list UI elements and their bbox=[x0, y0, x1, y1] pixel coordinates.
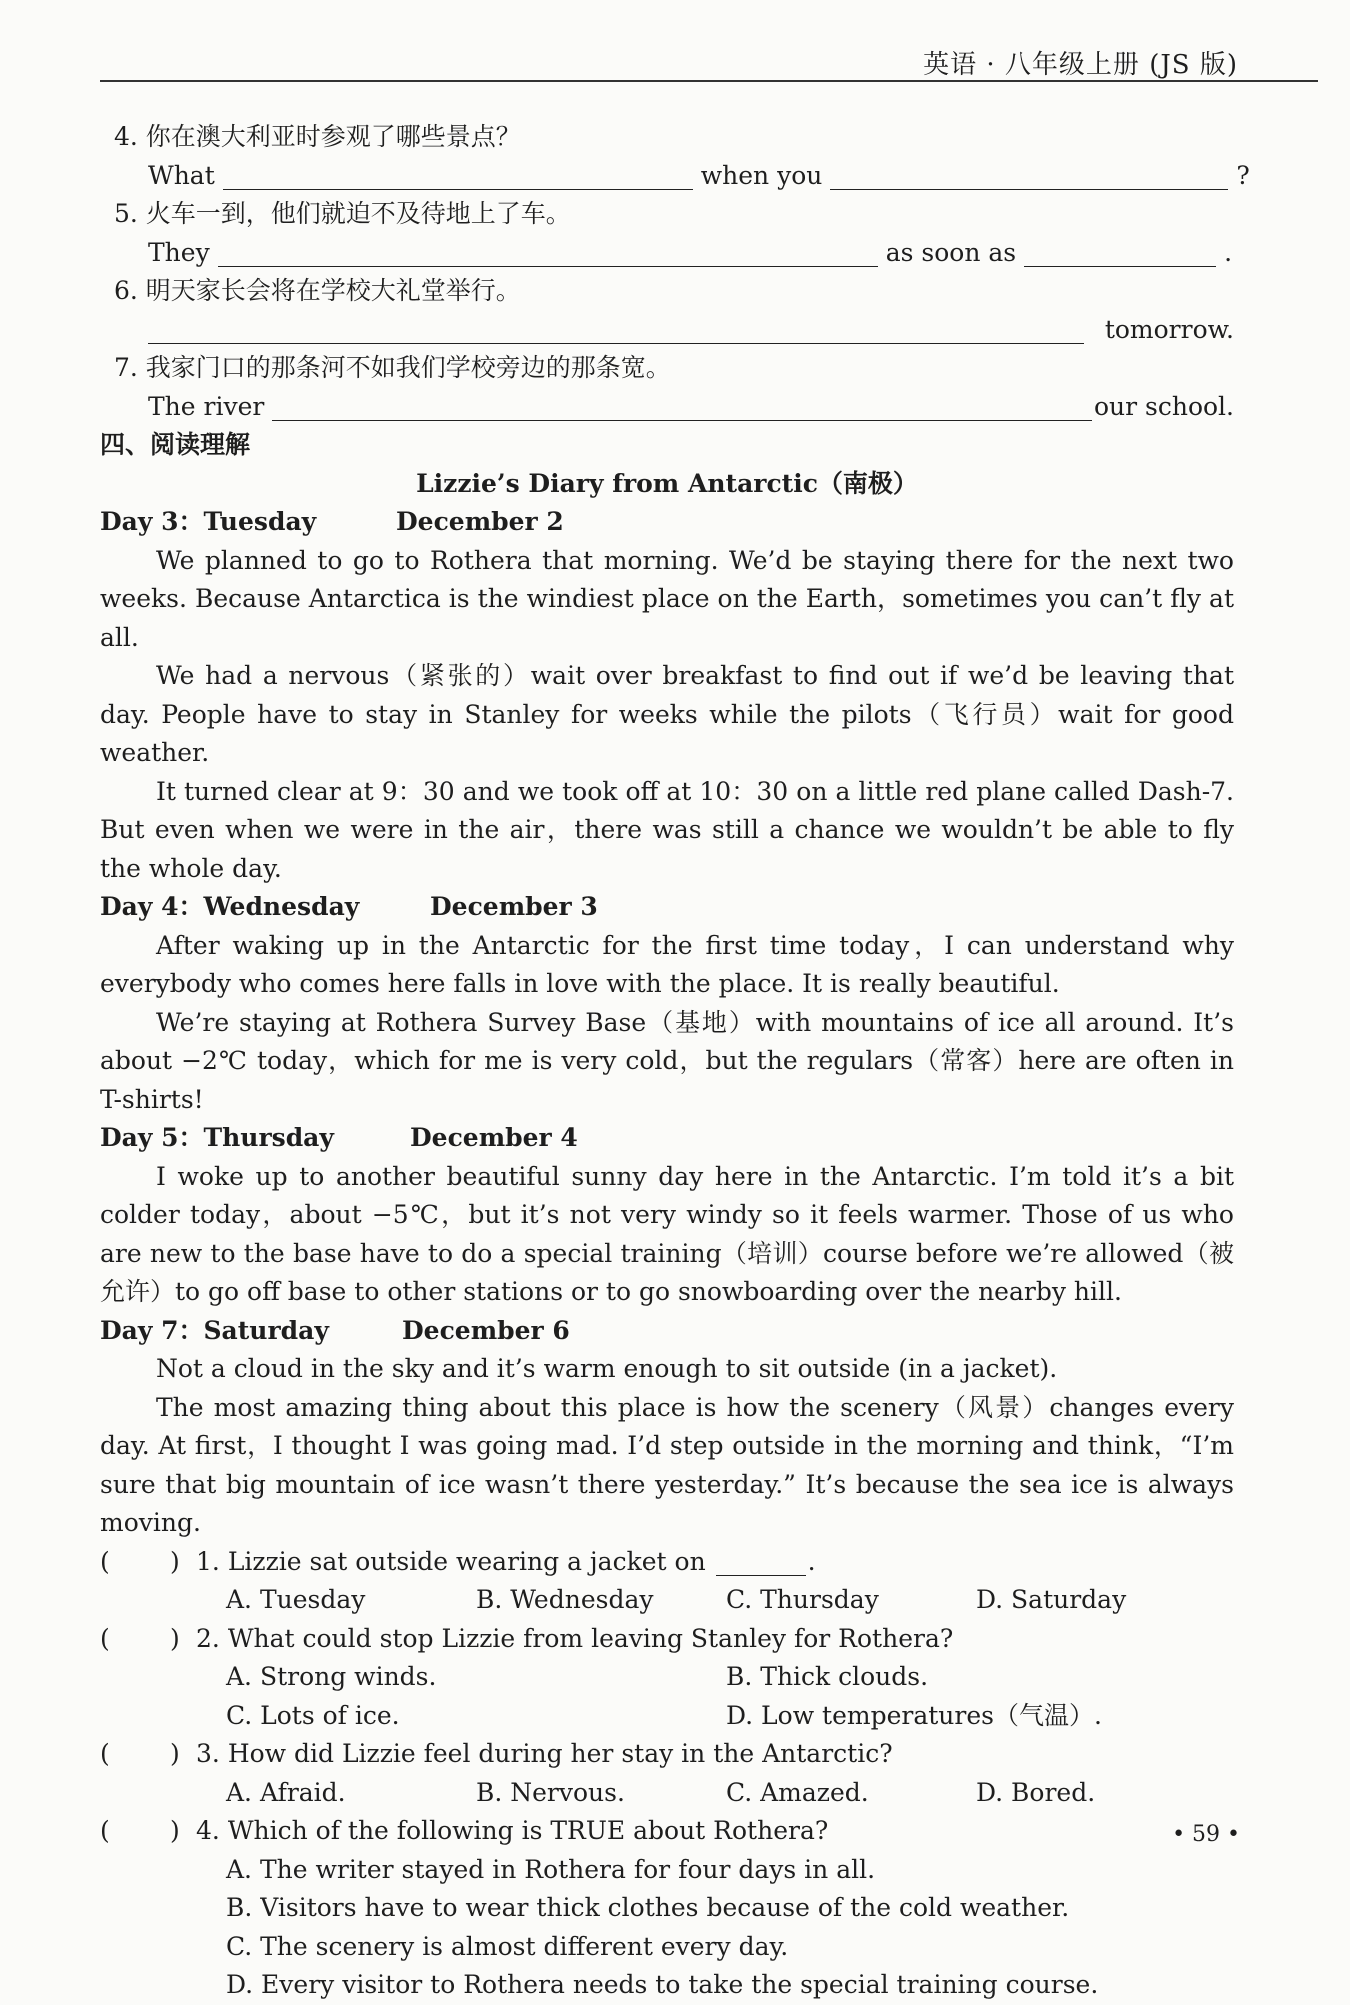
question-stem bbox=[196, 1735, 893, 1774]
day-date: December 6 bbox=[402, 1315, 570, 1345]
question-stem bbox=[196, 1812, 828, 1851]
page-content bbox=[100, 118, 1250, 2005]
answer-paren-left[interactable]: ( bbox=[100, 1739, 110, 1768]
day-date: December 2 bbox=[396, 507, 564, 536]
options-row bbox=[100, 1774, 1234, 1813]
option-b[interactable]: B. Nervous. bbox=[476, 1777, 625, 1807]
question-3 bbox=[100, 1735, 1234, 1774]
answer-prefix: The river bbox=[148, 391, 265, 421]
question-text: Which of the following is TRUE about Rothera? bbox=[227, 1816, 829, 1845]
options-row bbox=[100, 1889, 1234, 1928]
option-d[interactable]: D. Low temperatures（气温）. bbox=[726, 1700, 1102, 1730]
answer-suffix: ? bbox=[1236, 160, 1250, 190]
diary-paragraph: We’re staying at Rothera Survey Base（基地）with mountains of ice all around. It’s about −2℃ today，which for me is very cold，but the regulars（常客）here are often in T-shirts! bbox=[100, 1007, 1234, 1114]
option-d[interactable]: D. Bored. bbox=[976, 1777, 1096, 1807]
option-d[interactable]: D. Saturday bbox=[976, 1585, 1127, 1614]
options-row bbox=[100, 1851, 1234, 1890]
translation-item-4-prompt: 4. 你在澳大利亚时参观了哪些景点？ bbox=[114, 122, 521, 151]
option-b[interactable]: B. Wednesday bbox=[476, 1585, 654, 1614]
day-date: December 3 bbox=[430, 892, 598, 921]
option-b[interactable]: B. Thick clouds. bbox=[726, 1662, 929, 1691]
option-c[interactable]: C. Lots of ice. bbox=[226, 1700, 400, 1730]
answer-suffix: tomorrow. bbox=[1104, 314, 1234, 344]
question-number: 4. bbox=[196, 1816, 220, 1845]
diary-paragraph: We planned to go to Rothera that morning. We’d be staying there for the next two weeks. Because Antarctica is the windiest place on the Earth，sometimes you can’t fly at all. bbox=[100, 545, 1234, 652]
day-label: Day 5：Thursday bbox=[100, 1123, 334, 1152]
option-b[interactable]: B. Visitors have to wear thick clothes because of the cold weather. bbox=[226, 1893, 1070, 1922]
page-header bbox=[100, 40, 1318, 82]
answer-paren-left[interactable]: ( bbox=[100, 1546, 110, 1576]
day-heading bbox=[100, 1119, 1234, 1158]
options-row bbox=[100, 1928, 1234, 1967]
option-c[interactable]: C. Amazed. bbox=[726, 1777, 869, 1807]
diary-paragraph: Not a cloud in the sky and it’s warm enough to sit outside (in a jacket). bbox=[156, 1354, 1058, 1383]
answer-paren-right: ) bbox=[170, 1739, 180, 1768]
translation-item-6-answer bbox=[100, 311, 1234, 350]
question-end: . bbox=[807, 1546, 816, 1576]
question-1 bbox=[100, 1543, 1234, 1582]
day-label: Day 3：Tuesday bbox=[100, 507, 317, 536]
option-a[interactable]: A. Afraid. bbox=[226, 1777, 346, 1807]
answer-middle: as soon as bbox=[885, 237, 1017, 267]
answer-paren-right: ) bbox=[170, 1623, 180, 1653]
option-c[interactable]: C. The scenery is almost different every day. bbox=[226, 1931, 789, 1961]
answer-blank[interactable] bbox=[218, 240, 878, 267]
answer-blank[interactable] bbox=[148, 317, 1084, 344]
translation-item-4-answer bbox=[100, 157, 1250, 196]
translation-item-5-prompt: 5. 火车一到，他们就迫不及待地上了车。 bbox=[114, 199, 571, 228]
question-2 bbox=[100, 1620, 1234, 1659]
diary-paragraph: I woke up to another beautiful sunny day here in the Antarctic. I’m told it’s a bit colder today，about −5℃，but it’s not very windy so it feels warmer. Those of us who are new to the base have to do a special training（培训）course before we’re allowed（被允许）to go off base to other stations or to go snowboarding over the nearby hill. bbox=[100, 1161, 1234, 1306]
answer-middle: when you bbox=[700, 160, 823, 190]
options-row bbox=[100, 1697, 1234, 1736]
question-stem bbox=[196, 1620, 953, 1659]
day-heading bbox=[100, 888, 1234, 927]
question-number: 1. bbox=[196, 1546, 220, 1576]
answer-suffix: . bbox=[1224, 237, 1233, 267]
answer-paren-left[interactable]: ( bbox=[100, 1623, 110, 1653]
diary-paragraph: The most amazing thing about this place is how the scenery（风景）changes every day. At first，I thought I was going mad. I’d step outside in the morning and think，“I’m sure that big mountain of ice wasn’t there yesterday.” It’s because the sea ice is always moving. bbox=[100, 1392, 1234, 1537]
answer-paren-right: ) bbox=[170, 1816, 180, 1845]
header-title: 英语 · 八年级上册 (JS 版) bbox=[923, 50, 1238, 80]
section-title: 四、阅读理解 bbox=[100, 430, 251, 459]
question-number: 2. bbox=[196, 1623, 220, 1653]
question-text: Lizzie sat outside wearing a jacket on bbox=[227, 1546, 706, 1576]
diary-paragraph: After waking up in the Antarctic for the first time today，I can understand why everybody who comes here falls in love with the place. It is really beautiful. bbox=[100, 930, 1234, 998]
question-number: 3. bbox=[196, 1739, 220, 1768]
answer-blank[interactable] bbox=[716, 1549, 806, 1576]
option-a[interactable]: A. The writer stayed in Rothera for four days in all. bbox=[226, 1854, 876, 1884]
question-4 bbox=[100, 1812, 1234, 1851]
question-stem bbox=[196, 1543, 816, 1582]
option-a[interactable]: A. Tuesday bbox=[226, 1585, 366, 1614]
question-text: How did Lizzie feel during her stay in the Antarctic? bbox=[227, 1739, 893, 1768]
passage-title: Lizzie’s Diary from Antarctic（南极） bbox=[416, 468, 918, 498]
page-number: • 59 • bbox=[1172, 1822, 1240, 1847]
day-label: Day 7：Saturday bbox=[100, 1315, 329, 1345]
translation-item-7-answer bbox=[100, 388, 1234, 427]
question-text: What could stop Lizzie from leaving Stanley for Rothera? bbox=[227, 1623, 954, 1653]
answer-paren-right: ) bbox=[170, 1546, 180, 1576]
answer-blank[interactable] bbox=[223, 163, 693, 190]
answer-blank[interactable] bbox=[1024, 240, 1216, 267]
translation-item-5-answer bbox=[100, 234, 1234, 273]
diary-paragraph: We had a nervous（紧张的）wait over breakfast to find out if we’d be leaving that day. People have to stay in Stanley for weeks while the pilots（飞行员）wait for good weather. bbox=[100, 661, 1234, 767]
day-heading bbox=[100, 503, 1234, 542]
answer-suffix: our school. bbox=[1093, 391, 1234, 421]
translation-item-6-prompt: 6. 明天家长会将在学校大礼堂举行。 bbox=[114, 276, 521, 305]
answer-prefix: They bbox=[148, 237, 210, 267]
answer-blank[interactable] bbox=[272, 394, 1092, 421]
option-a[interactable]: A. Strong winds. bbox=[226, 1662, 437, 1691]
day-date: December 4 bbox=[410, 1123, 578, 1152]
day-label: Day 4：Wednesday bbox=[100, 892, 360, 921]
options-row bbox=[100, 1966, 1234, 2005]
option-d[interactable]: D. Every visitor to Rothera needs to take the special training course. bbox=[226, 1970, 1099, 1999]
options-row bbox=[100, 1581, 1234, 1620]
answer-prefix: What bbox=[148, 160, 215, 190]
day-heading bbox=[100, 1312, 1234, 1351]
translation-item-7-prompt: 7. 我家门口的那条河不如我们学校旁边的那条宽。 bbox=[114, 353, 671, 382]
option-c[interactable]: C. Thursday bbox=[726, 1585, 879, 1614]
options-row bbox=[100, 1658, 1234, 1697]
answer-blank[interactable] bbox=[830, 163, 1228, 190]
answer-paren-left[interactable]: ( bbox=[100, 1816, 110, 1845]
diary-paragraph: It turned clear at 9：30 and we took off at 10：30 on a little red plane called Dash-7. But even when we were in the air，there was still a chance we wouldn’t be able to fly the whole day. bbox=[100, 776, 1234, 883]
